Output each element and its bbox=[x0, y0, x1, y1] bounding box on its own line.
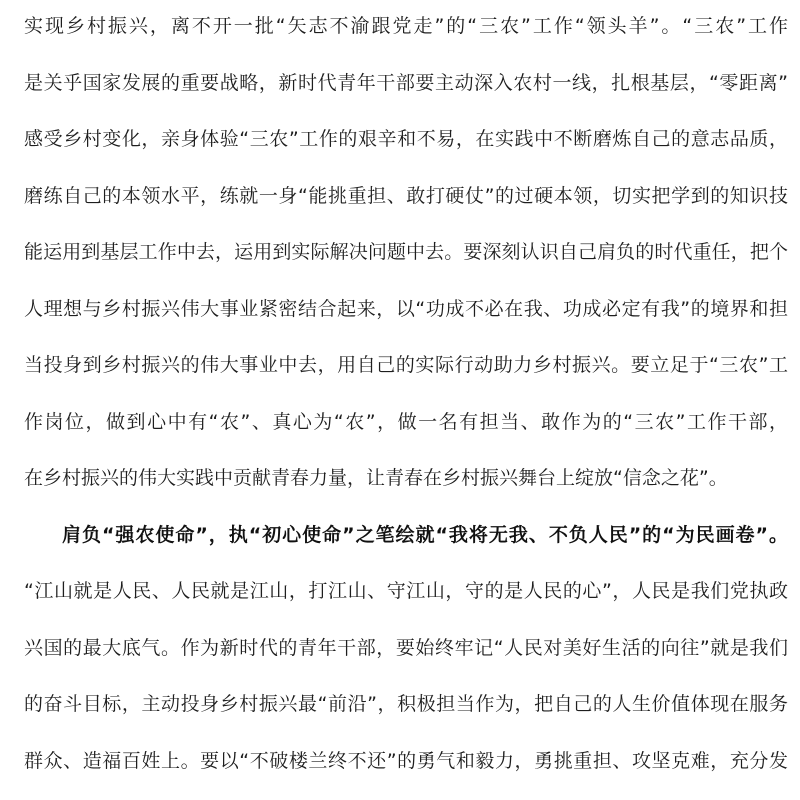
text-line: 群众、造福百姓上。要以“不破楼兰终不还”的勇气和毅力，勇挑重担、攻坚克难，充分发 bbox=[24, 750, 788, 772]
text-line: 在乡村振兴的伟大实践中贡献青春力量，让青春在乡村振兴舞台上绽放“信念之花”。 bbox=[24, 467, 728, 489]
text-line: 的奋斗目标，主动投身乡村振兴最“前沿”，积极担当作为，把自己的人生价值体现在服务 bbox=[24, 693, 788, 715]
text-line: 人理想与乡村振兴伟大事业紧密结合起来，以“功成不必在我、功成必定有我”的境界和担 bbox=[24, 298, 788, 320]
text-line: 感受乡村变化，亲身体验“三农”工作的艰辛和不易，在实践中不断磨炼自己的意志品质， bbox=[24, 128, 788, 150]
text-line: 当投身到乡村振兴的伟大事业中去，用自己的实际行动助力乡村振兴。要立足于“三农”工 bbox=[24, 354, 788, 376]
text-line: 是关乎国家发展的重要战略，新时代青年干部要主动深入农村一线，扎根基层，“零距离” bbox=[24, 72, 788, 94]
text-line: 作岗位，做到心中有“农”、真心为“农”，做一名有担当、敢作为的“三农”工作干部， bbox=[24, 411, 788, 433]
paragraph-heading: 肩负“强农使命”，执“初心使命”之笔绘就“我将无我、不负人民”的“为民画卷”。 bbox=[62, 524, 788, 546]
text-line: “江山就是人民、人民就是江山，打江山、守江山，守的是人民的心”，人民是我们党执政 bbox=[24, 580, 788, 602]
text-line: 实现乡村振兴，离不开一批“矢志不渝跟党走”的“三农”工作“领头羊”。“三农”工作 bbox=[24, 15, 788, 37]
text-line: 能运用到基层工作中去，运用到实际解决问题中去。要深刻认识自己肩负的时代重任，把个 bbox=[24, 241, 788, 263]
text-line: 磨练自己的本领水平，练就一身“能挑重担、敢打硬仗”的过硬本领，切实把学到的知识技 bbox=[24, 185, 788, 207]
text-line: 兴国的最大底气。作为新时代的青年干部，要始终牢记“人民对美好生活的向往”就是我们 bbox=[24, 637, 788, 659]
